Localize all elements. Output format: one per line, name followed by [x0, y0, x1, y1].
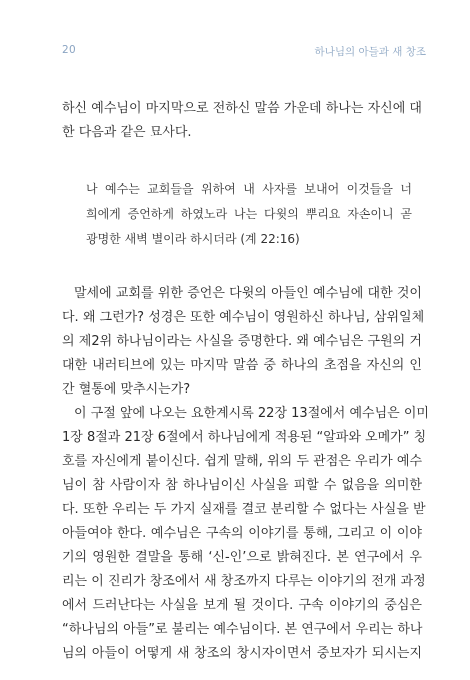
body-paragraph — [62, 402, 429, 666]
body-paragraph — [62, 282, 425, 402]
quote-line: 나 예수는 교회들을 위하여 내 사자를 보내어 이것들을 너 — [86, 182, 412, 196]
text-line: 기의 영원한 결말을 통해 ‘신-인’으로 밝혀진다. 본 연구에서 우 — [62, 550, 422, 565]
page-number: 20 — [62, 44, 76, 56]
running-title: 하나님의 아들과 새 창조 — [314, 46, 426, 58]
text-line: 호를 자신에게 붙이신다. 쉽게 말해, 위의 두 관점은 우리가 예수 — [62, 454, 422, 469]
text-line: 님의 아들이 어떻게 새 창조의 창시자이면서 중보자가 되시는지 — [62, 646, 422, 661]
text-line: “하나님의 아들”로 불리는 예수님이다. 본 연구에서 우리는 하나 — [62, 622, 423, 637]
text-line: 아들여야 한다. 예수님은 구속의 이야기를 통해, 그리고 이 이야 — [62, 526, 422, 541]
quote-line: 희에게 증언하게 하였노라 나는 다윗의 뿌리요 자손이니 곧 — [86, 207, 412, 221]
text-line: 에서 드러난다는 사실을 보게 될 것이다. 구속 이야기의 중심은 — [62, 598, 422, 613]
text-line: 말세에 교회를 위한 증언은 다윗의 아들인 예수님에 대한 것이 — [74, 286, 422, 301]
text-line: 이 구절 앞에 나오는 요한계시록 22장 13절에서 예수님은 이미 — [74, 406, 429, 421]
text-line: 다. 또한 우리는 두 가지 실재를 결코 분리할 수 없다는 사실을 받 — [62, 502, 426, 517]
page-header — [62, 44, 426, 60]
text-line: 리는 이 진리가 창조에서 새 창조까지 다루는 이야기의 전개 과정 — [62, 574, 426, 589]
text-line: 대한 내러티브에 있는 마지막 말씀 중 하나의 초점을 자신의 인 — [62, 358, 422, 373]
intro-paragraph — [62, 97, 422, 145]
page-body — [62, 97, 429, 666]
text-line: 의 제2위 하나님이라는 사실을 증명한다. 왜 예수님은 구원의 거 — [62, 334, 422, 349]
text-line: 한 다음과 같은 묘사다. — [62, 125, 192, 140]
block-quote — [62, 177, 422, 252]
text-line: 다. 왜 그런가? 성경은 또한 예수님이 영원하신 하나님, 삼위일체 — [62, 310, 425, 325]
text-line: 님이 참 사람이자 참 하나님이신 사실을 피할 수 없음을 의미한 — [62, 478, 422, 493]
quote-line: 광명한 새벽 별이라 하시더라 (계 22:16) — [86, 232, 300, 246]
text-line: 1장 8절과 21장 6절에서 하나님에게 적용된 “알파와 오메가” 칭 — [62, 430, 427, 445]
text-line: 간 혈통에 맞추시는가? — [62, 382, 191, 397]
text-line: 하신 예수님이 마지막으로 전하신 말씀 가운데 하나는 자신에 대 — [62, 101, 422, 116]
